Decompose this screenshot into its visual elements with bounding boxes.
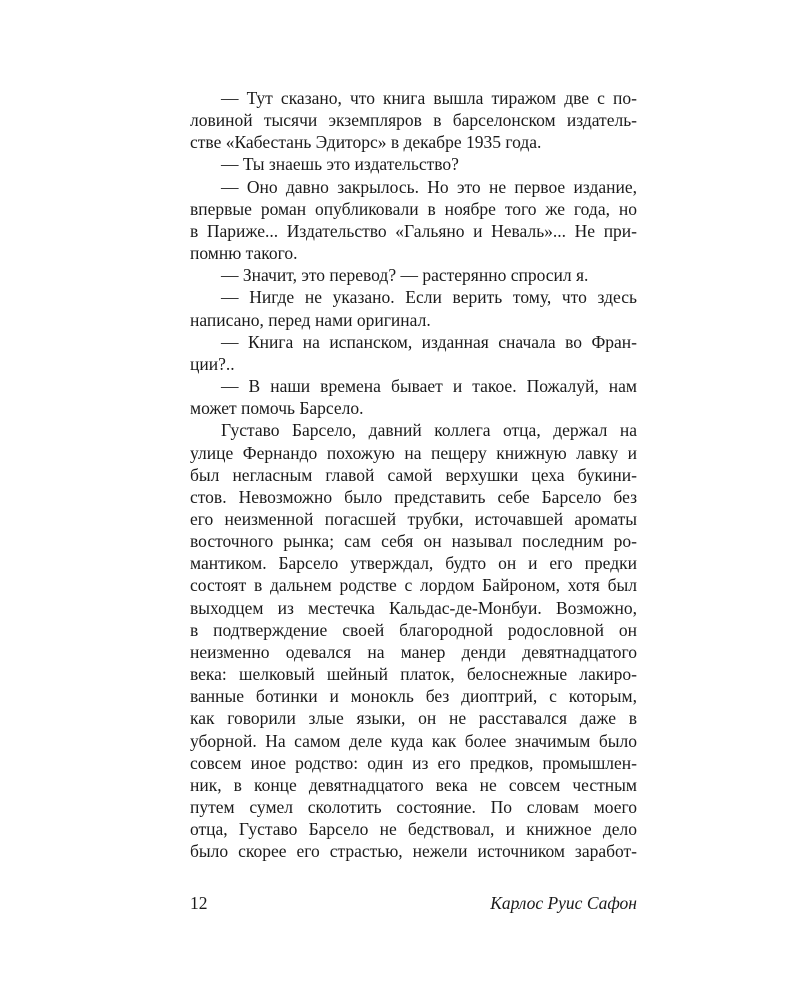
text-line: ции?..	[190, 353, 235, 374]
text-line: отца, Густаво Барсело не бедствовал, и книжное дело	[190, 819, 637, 840]
text-line: улице Фернандо похожую на пещеру книжную лавку и	[190, 442, 637, 463]
text-line: — Тут сказано, что книга вышла тиражом две с по-	[221, 88, 637, 108]
text-line: стов. Невозможно было представить себе Барсело без	[190, 486, 637, 507]
text-line: впервые роман опубликовали в ноябре того же года, но	[190, 198, 637, 219]
text-line: мантиком. Барсело утверждал, будто он и его предки	[190, 553, 637, 574]
text-line: было скорее его страстью, нежели источником заработ-	[190, 841, 637, 862]
text-line: в Париже... Издательство «Гальяно и Неваль»... Не при-	[190, 220, 637, 241]
page-number: 12	[190, 893, 208, 913]
text-line: века: шелковый шейный платок, белоснежные лакиро-	[190, 664, 637, 685]
text-line: — Значит, это перевод? — растерянно спросил я.	[221, 265, 589, 286]
text-line: был негласным главой самой верхушки цеха букини-	[190, 464, 637, 485]
text-line: помню такого.	[190, 243, 298, 264]
text-line: написано, перед нами оригинал.	[190, 309, 431, 330]
text-line: неизменно одевался на манер денди девятнадцатого	[190, 641, 637, 662]
text-line: восточного рынка; сам себя он называл последним ро-	[190, 531, 637, 552]
text-line: — Книга на испанском, изданная сначала во Фран-	[221, 331, 637, 352]
text-line: совсем иное родство: один из его предков, промышлен-	[190, 752, 637, 773]
text-line: уборной. На самом деле куда как более значимым было	[190, 730, 637, 751]
text-line: его неизменной погасшей трубки, источавшей ароматы	[190, 508, 637, 529]
text-line: может помочь Барсело.	[190, 398, 364, 419]
text-line: — Оно давно закрылось. Но это не первое издание,	[221, 176, 637, 197]
text-line: состоят в дальнем родстве с лордом Байроном, хотя был	[190, 575, 637, 596]
text-line: стве «Кабестань Эдиторс» в декабре 1935 года.	[190, 132, 542, 153]
text-line: ловиной тысячи экземпляров в барселонском издатель-	[190, 110, 637, 131]
text-line: как говорили злые языки, он не расставался даже в	[190, 708, 637, 729]
text-line: ванные ботинки и монокль без диоптрий, с которым,	[190, 686, 637, 707]
page-body-text	[190, 87, 637, 862]
text-line: — Ты знаешь это издательство?	[221, 154, 459, 175]
text-line: ник, в конце девятнадцатого века не совсем честным	[190, 774, 637, 795]
text-line: Густаво Барсело, давний коллега отца, держал на	[221, 420, 637, 441]
text-line: выходцем из местечка Кальдас-де-Монбуи. Возможно,	[190, 597, 637, 618]
text-line: путем сумел сколотить состояние. По словам моего	[190, 797, 637, 817]
text-line: — Нигде не указано. Если верить тому, что здесь	[221, 287, 637, 308]
text-line: — В наши времена бывает и такое. Пожалуй, нам	[221, 376, 637, 397]
running-author: Карлос Руис Сафон	[490, 893, 637, 913]
text-line: в подтверждение своей благородной родословной он	[190, 619, 637, 640]
